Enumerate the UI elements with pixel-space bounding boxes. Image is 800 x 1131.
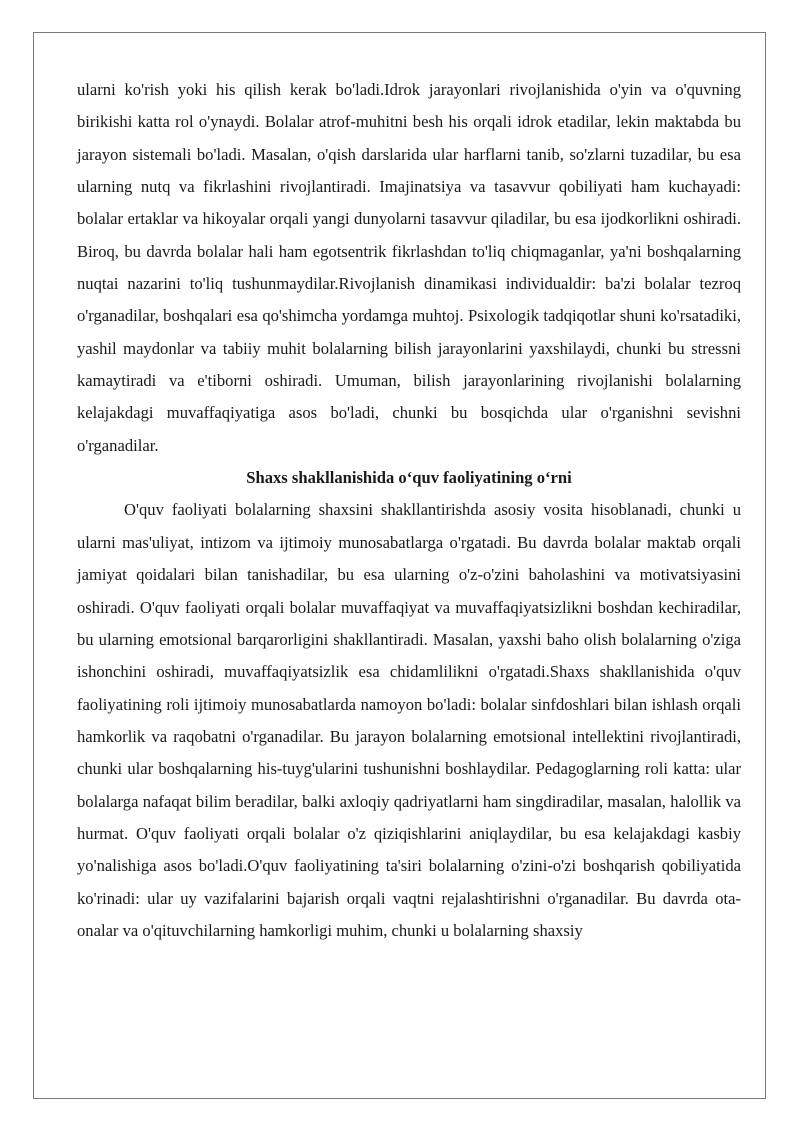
body-paragraph-2: O'quv faoliyati bolalarning shaxsini shakllantirishda asosiy vosita hisoblanadi, chunki u ularni mas'uliyat, intizom va ijtimoiy munosabatlarga o'rgatadi. Bu davrda bolalar maktab orqali jamiyat qoidalari bilan tanishadilar, bu esa ularning o'z-o'zini baholashini va motivatsiyasini oshiradi. O'quv faoliyati orqali bolalar muvaffaqiyat va muvaffaqiyatsizlikni boshdan kechiradilar, bu ularning emotsional barqarorligini shakllantiradi. Masalan, yaxshi baho olish bolalarning o'ziga ishonchini oshiradi, muvaffaqiyatsizlik esa chidamlilikni o'rgatadi.Shaxs shakllanishida o'quv faoliyatining roli ijtimoiy munosabatlarda namoyon bo'ladi: bolalar sinfdoshlari bilan ishlash orqali hamkorlik va raqobatni o'rganadilar. Bu jarayon bolalarning emotsional intellektini rivojlantiradi, chunki ular boshqalarning his-tuyg'ularini tushunishni boshlaydilar. Pedagoglarning roli katta: ular bolalarga nafaqat bilim beradilar, balki axloqiy qadriyatlarni ham singdiradilar, masalan, halollik va hurmat. O'quv faoliyati orqali bolalar o'z qiziqishlarini aniqlaydilar, bu esa kelajakdagi kasbiy yo'nalishiga asos bo'ladi.O'quv faoliyatining ta'siri bolalarning o'zini-o'zi boshqarish qobiliyatida ko'rinadi: ular uy vazifalarini bajarish orqali vaqtni rejalashtirishni o'rganadilar. Bu davrda ota-onalar va o'qituvchilarning hamkorligi muhim, chunki u bolalarning shaxsiy: [77, 500, 741, 940]
document-body: [77, 74, 741, 947]
section-heading: Shaxs shakllanishida o‘quv faoliyatining o‘rni: [246, 468, 572, 488]
body-paragraph-1: ularni ko'rish yoki his qilish kerak bo'ladi.Idrok jarayonlari rivojlanishida o'yin va o'quvning birikishi katta rol o'ynaydi. Bolalar atrof-muhitni besh his orqali idrok etadilar, lekin maktabda bu jarayon sistemali bo'ladi. Masalan, o'qish darslarida ular harflarni tanib, so'zlarni tuzadilar, bu esa ularning nutq va fikrlashini rivojlantiradi. Imajinatsiya va tasavvur qobiliyati ham kuchayadi: bolalar ertaklar va hikoyalar orqali yangi dunyolarni tasavvur qiladilar, bu esa ijodkorlikni oshiradi. Biroq, bu davrda bolalar hali ham egotsentrik fikrlashdan to'liq chiqmaganlar, ya'ni boshqalarning nuqtai nazarini to'liq tushunmaydilar.Rivojlanish dinamikasi individualdir: ba'zi bolalar tezroq o'rganadilar, boshqalari esa qo'shimcha yordamga muhtoj. Psixologik tadqiqotlar shuni ko'rsatadiki, yashil maydonlar va tabiiy muhit bolalarning bilish jarayonlarini yaxshilaydi, chunki bu stressni kamaytiradi va e'tiborni oshiradi. Umuman, bilish jarayonlarining rivojlanishi bolalarning kelajakdagi muvaffaqiyatiga asos bo'ladi, chunki bu bosqichda ular o'rganishni sevishni o'rganadilar.: [77, 80, 741, 455]
